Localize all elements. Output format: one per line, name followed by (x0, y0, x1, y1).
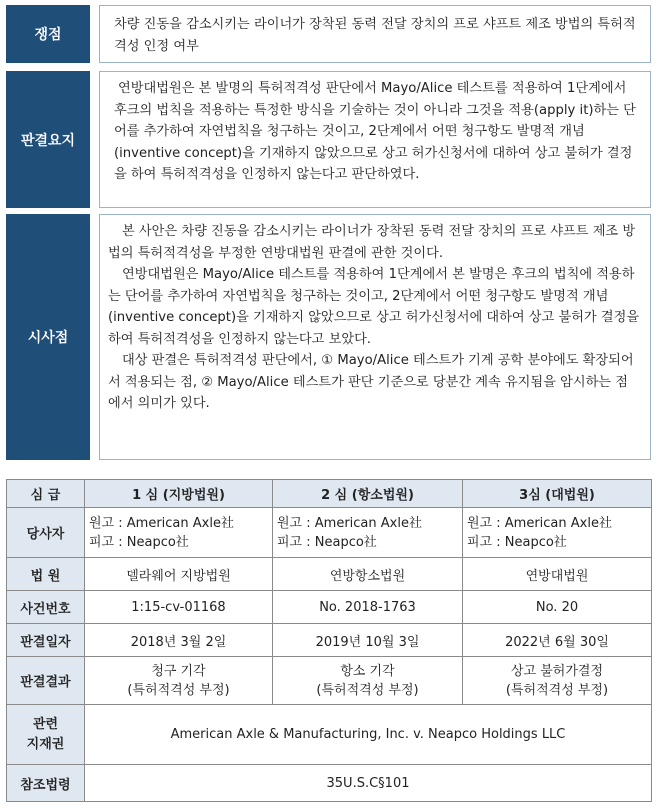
implication-paragraph-3: 대상 판결은 특허적격성 판단에서, ① Mayo/Alice 테스트가 기계 공학 분야에도 확장되어서 적용되는 점, ② Mayo/Alice 테스트가 판단 기준으로 당분간 계속 유지됨을 암시하는 점에서 의미가 있다. (108, 353, 634, 411)
plaintiff-1: 원고 : American Axle社 (89, 515, 234, 531)
table-row-related-ip (7, 705, 652, 765)
case-number-cell-1: 1:15-cv-01168 (85, 591, 273, 624)
case-number-cell-3: No. 20 (463, 591, 652, 624)
table-row-reference-law (7, 765, 652, 802)
court-cell-1: 델라웨어 지방법원 (85, 558, 273, 591)
plaintiff-3: 원고 : American Axle社 (467, 515, 612, 531)
court-cell-2: 연방항소법원 (273, 558, 463, 591)
implication-paragraph-2: 연방대법원은 Mayo/Alice 테스트를 적용하여 1단계에서 본 발명은 후크의 법칙에 적용하는 단어를 추가하여 자연법칙을 청구하는 것이고, 2단계에서 어떤 청구항도 발명적 개념 (inventive concept)을 기재하지 않았으므로 상고 허가신청서에 대하여 상고 불허가 결정을 하여 특허적격성을 인정하지 않는다고 보았다. (108, 267, 640, 347)
defendant-2: 피고 : Neapco社 (277, 534, 377, 550)
defendant-3: 피고 : Neapco社 (467, 534, 567, 550)
issue-label: 쟁점 (6, 5, 90, 63)
plaintiff-2: 원고 : American Axle社 (277, 515, 422, 531)
case-number-cell-2: No. 2018-1763 (273, 591, 463, 624)
table-row-date (7, 624, 652, 657)
row-label-related-ip-line2: 지재권 (26, 736, 65, 752)
header-third-instance: 3심 (대법원) (463, 480, 652, 508)
table-row-court (7, 558, 652, 591)
result-3-note: (특허적격성 부정) (505, 682, 609, 698)
header-first-instance: 1 심 (지방법원) (85, 480, 273, 508)
row-label-party: 당사자 (7, 508, 85, 558)
date-cell-2: 2019년 10월 3일 (273, 624, 463, 657)
issue-text: 차량 진동을 감소시키는 라이너가 장착된 동력 전달 장치의 프로 샤프트 제조 방법의 특허적격성 인정 여부 (114, 17, 636, 54)
court-cell-3: 연방대법원 (463, 558, 652, 591)
implication-text-box (99, 214, 651, 460)
row-label-date: 판결일자 (7, 624, 85, 657)
table-row-case-number (7, 591, 652, 624)
issue-text-box (99, 5, 651, 63)
row-label-related-ip (7, 705, 85, 765)
result-3-main: 상고 불허가결정 (510, 663, 604, 679)
result-2-note: (특허적격성 부정) (316, 682, 419, 698)
implication-paragraph-1: 본 사안은 차량 진동을 감소시키는 라이너가 장착된 동력 전달 장치의 프로 샤프트 제조 방법의 특허적격성을 부정한 연방대법원 판결에 관한 것이다. (108, 224, 636, 261)
party-cell-2 (273, 508, 463, 558)
date-cell-3: 2022년 6월 30일 (463, 624, 652, 657)
header-instance: 심 급 (7, 480, 85, 508)
result-cell-3 (463, 657, 652, 705)
case-info-table (6, 479, 652, 802)
row-label-reference-law: 참조법령 (7, 765, 85, 802)
result-2-main: 항소 기각 (340, 663, 395, 679)
defendant-1: 피고 : Neapco社 (89, 534, 189, 550)
party-cell-1 (85, 508, 273, 558)
implication-section (6, 214, 651, 460)
row-label-court: 법 원 (7, 558, 85, 591)
party-cell-3 (463, 508, 652, 558)
result-cell-1 (85, 657, 273, 705)
table-header-row (7, 480, 652, 508)
header-second-instance: 2 심 (항소법원) (273, 480, 463, 508)
result-cell-2 (273, 657, 463, 705)
summary-label: 판결요지 (6, 71, 90, 208)
row-label-case-number: 사건번호 (7, 591, 85, 624)
issue-section (6, 5, 651, 63)
date-cell-1: 2018년 3월 2일 (85, 624, 273, 657)
result-1-note: (특허적격성 부정) (127, 682, 230, 698)
reference-law-value: 35U.S.C§101 (85, 765, 652, 802)
related-ip-value: American Axle & Manufacturing, Inc. v. Neapco Holdings LLC (85, 705, 652, 765)
table-row-result (7, 657, 652, 705)
summary-text: 연방대법원은 본 발명의 특허적격성 판단에서 Mayo/Alice 테스트를 적용하여 1단계에서 후크의 법칙을 적용하는 특정한 방식을 기술하는 것이 아니라 그것을 적용(apply it)하는 단어를 추가하여 자연법칙을 청구하는 것이고, 2단계에서 어떤 청구항도 발명적 개념 (inventive concept)을 기재하지 않았으므로 상고 허가신청서에 대하여 상고 불허가 결정을 하여 특허적격성을 인정하지 않는다고 판단하였다. (114, 81, 636, 182)
summary-text-box (99, 71, 651, 208)
summary-section (6, 71, 651, 208)
row-label-related-ip-line1: 관련 (32, 716, 59, 732)
result-1-main: 청구 기각 (151, 663, 206, 679)
table-row-party (7, 508, 652, 558)
implication-label: 시사점 (6, 214, 90, 460)
row-label-result: 판결결과 (7, 657, 85, 705)
